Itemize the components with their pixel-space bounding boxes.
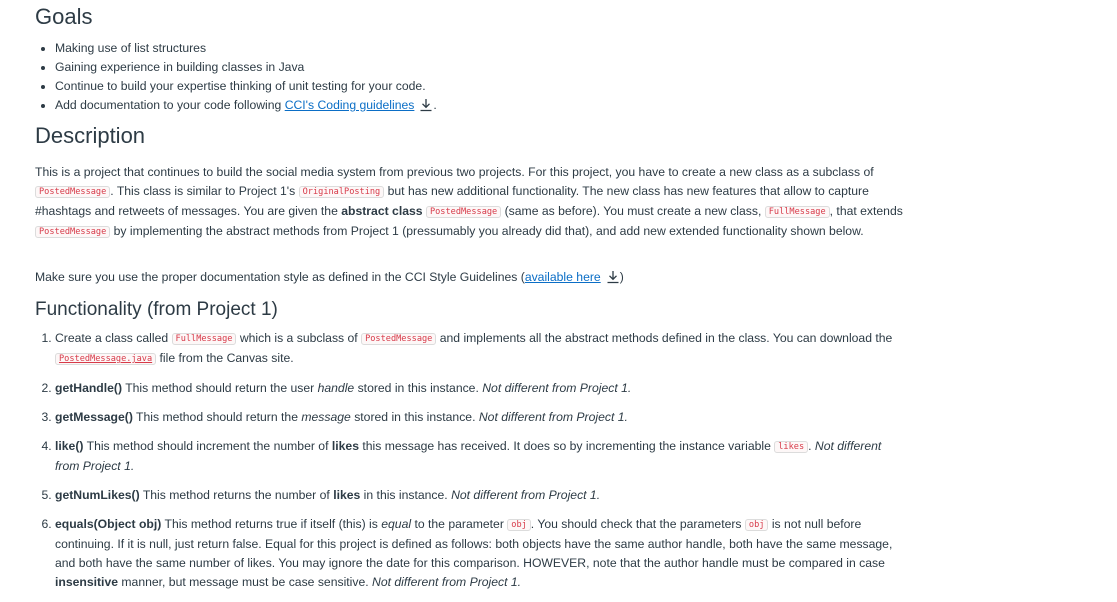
text: ) bbox=[619, 270, 624, 284]
code-token: OriginalPosting bbox=[299, 186, 385, 198]
list-item bbox=[55, 58, 915, 77]
method-name: getMessage() bbox=[55, 410, 133, 424]
text: which is a subclass of bbox=[236, 331, 362, 345]
list-item bbox=[55, 77, 915, 96]
list-item bbox=[55, 329, 905, 369]
text: This method should return the bbox=[132, 410, 302, 424]
text: manner, but message must be case sensitive. bbox=[118, 575, 373, 589]
text: by implementing the abstract methods from Project 1 (pressumably you already did that), and add new extended functionality shown below. bbox=[110, 224, 864, 238]
goal-text: Making use of list structures bbox=[55, 41, 207, 55]
text: this message has received. It does so by incrementing the instance variable bbox=[358, 439, 775, 453]
method-name: getHandle() bbox=[55, 381, 123, 395]
text: This method returns the number of bbox=[139, 488, 334, 502]
style-guide-paragraph bbox=[35, 268, 915, 287]
coding-guidelines-link[interactable]: CCI's Coding guidelines bbox=[284, 98, 415, 112]
italic-text: Not different from Project 1. bbox=[451, 488, 601, 502]
text: Create a class called bbox=[55, 331, 172, 345]
text: file from the Canvas site. bbox=[156, 351, 294, 365]
description-heading: Description bbox=[35, 123, 146, 148]
text: is not null before continuing. If it is null, just return false. Equal for this project is defined as follows: both objects have the same author handle, both have the same message, and both have the same number of likes. You may ignore the date for this comparison. HOWEVER, note that the author handle must be compared in case bbox=[55, 517, 893, 570]
description-section bbox=[35, 163, 910, 242]
code-token: FullMessage bbox=[765, 206, 830, 218]
list-item bbox=[55, 39, 915, 58]
text: stored in this instance. bbox=[350, 410, 479, 424]
italic-text: Not different from Project 1. bbox=[55, 439, 882, 473]
goal-text: Add documentation to your code following bbox=[55, 98, 285, 112]
style-guide-link[interactable]: available here bbox=[524, 270, 601, 284]
code-token: likes bbox=[774, 441, 808, 453]
code-token: PostedMessage bbox=[361, 333, 436, 345]
functionality-heading: Functionality (from Project 1) bbox=[35, 299, 278, 320]
text: to the parameter bbox=[411, 517, 508, 531]
text: . bbox=[808, 439, 815, 453]
list-item bbox=[55, 515, 905, 592]
goals-heading: Goals bbox=[35, 4, 93, 29]
italic-text: handle bbox=[317, 381, 355, 395]
bold-text: likes bbox=[331, 439, 359, 453]
text: and implements all the abstract methods defined in the class. You can download the bbox=[436, 331, 893, 345]
text: , that extends bbox=[829, 204, 903, 218]
code-token: PostedMessage bbox=[426, 206, 501, 218]
download-icon[interactable] bbox=[606, 270, 620, 284]
style-guide-text bbox=[35, 268, 915, 287]
goal-text: Continue to build your expertise thinking of unit testing for your code. bbox=[55, 79, 426, 93]
italic-text: Not different from Project 1. bbox=[478, 410, 628, 424]
code-token: obj bbox=[507, 519, 531, 531]
code-token: PostedMessage bbox=[35, 226, 110, 238]
list-item bbox=[55, 486, 905, 505]
bold-text: abstract class bbox=[341, 204, 423, 218]
code-token: obj bbox=[745, 519, 769, 531]
list-item bbox=[55, 437, 905, 476]
code-token: PostedMessage bbox=[35, 186, 110, 198]
text: . You should check that the parameters bbox=[530, 517, 745, 531]
method-name: getNumLikes() bbox=[55, 488, 140, 502]
functionality-section bbox=[35, 329, 905, 602]
text: stored in this instance. bbox=[354, 381, 483, 395]
goal-suffix: . bbox=[433, 98, 437, 112]
bold-text: insensitive bbox=[55, 575, 118, 589]
italic-text: Not different from Project 1. bbox=[372, 575, 522, 589]
list-item bbox=[55, 408, 905, 427]
method-name: like() bbox=[55, 439, 84, 453]
text: This method should increment the number of bbox=[83, 439, 332, 453]
goals-section bbox=[35, 39, 915, 115]
bold-text: likes bbox=[333, 488, 361, 502]
text: but has new additional functionality. The new class has new features that allow to capture #hashtags and retweets of messages. You are given the bbox=[35, 184, 869, 218]
italic-text: Not different from Project 1. bbox=[482, 381, 632, 395]
list-item bbox=[55, 379, 905, 398]
functionality-list bbox=[35, 329, 905, 592]
method-name: equals(Object obj) bbox=[55, 517, 162, 531]
text: This method returns true if itself (this) is bbox=[161, 517, 382, 531]
list-item bbox=[55, 96, 915, 115]
description-paragraph bbox=[35, 163, 910, 242]
goal-text: Gaining experience in building classes in Java bbox=[55, 60, 305, 74]
code-token: FullMessage bbox=[172, 333, 237, 345]
italic-text: message bbox=[301, 410, 351, 424]
download-icon[interactable] bbox=[419, 98, 433, 112]
text: This method should return the user bbox=[122, 381, 318, 395]
goals-list bbox=[35, 39, 915, 115]
text: (same as before). You must create a new class, bbox=[501, 204, 765, 218]
text: Make sure you use the proper documentation style as defined in the CCI Style Guidelines ( bbox=[35, 270, 525, 284]
text: in this instance. bbox=[360, 488, 452, 502]
text: This is a project that continues to build the social media system from previous two projects. For this project, you have to create a new class as a subclass of bbox=[35, 165, 874, 179]
text: . This class is similar to Project 1's bbox=[110, 184, 299, 198]
italic-text: equal bbox=[381, 517, 412, 531]
posted-message-java-link[interactable]: PostedMessage.java bbox=[55, 353, 156, 365]
